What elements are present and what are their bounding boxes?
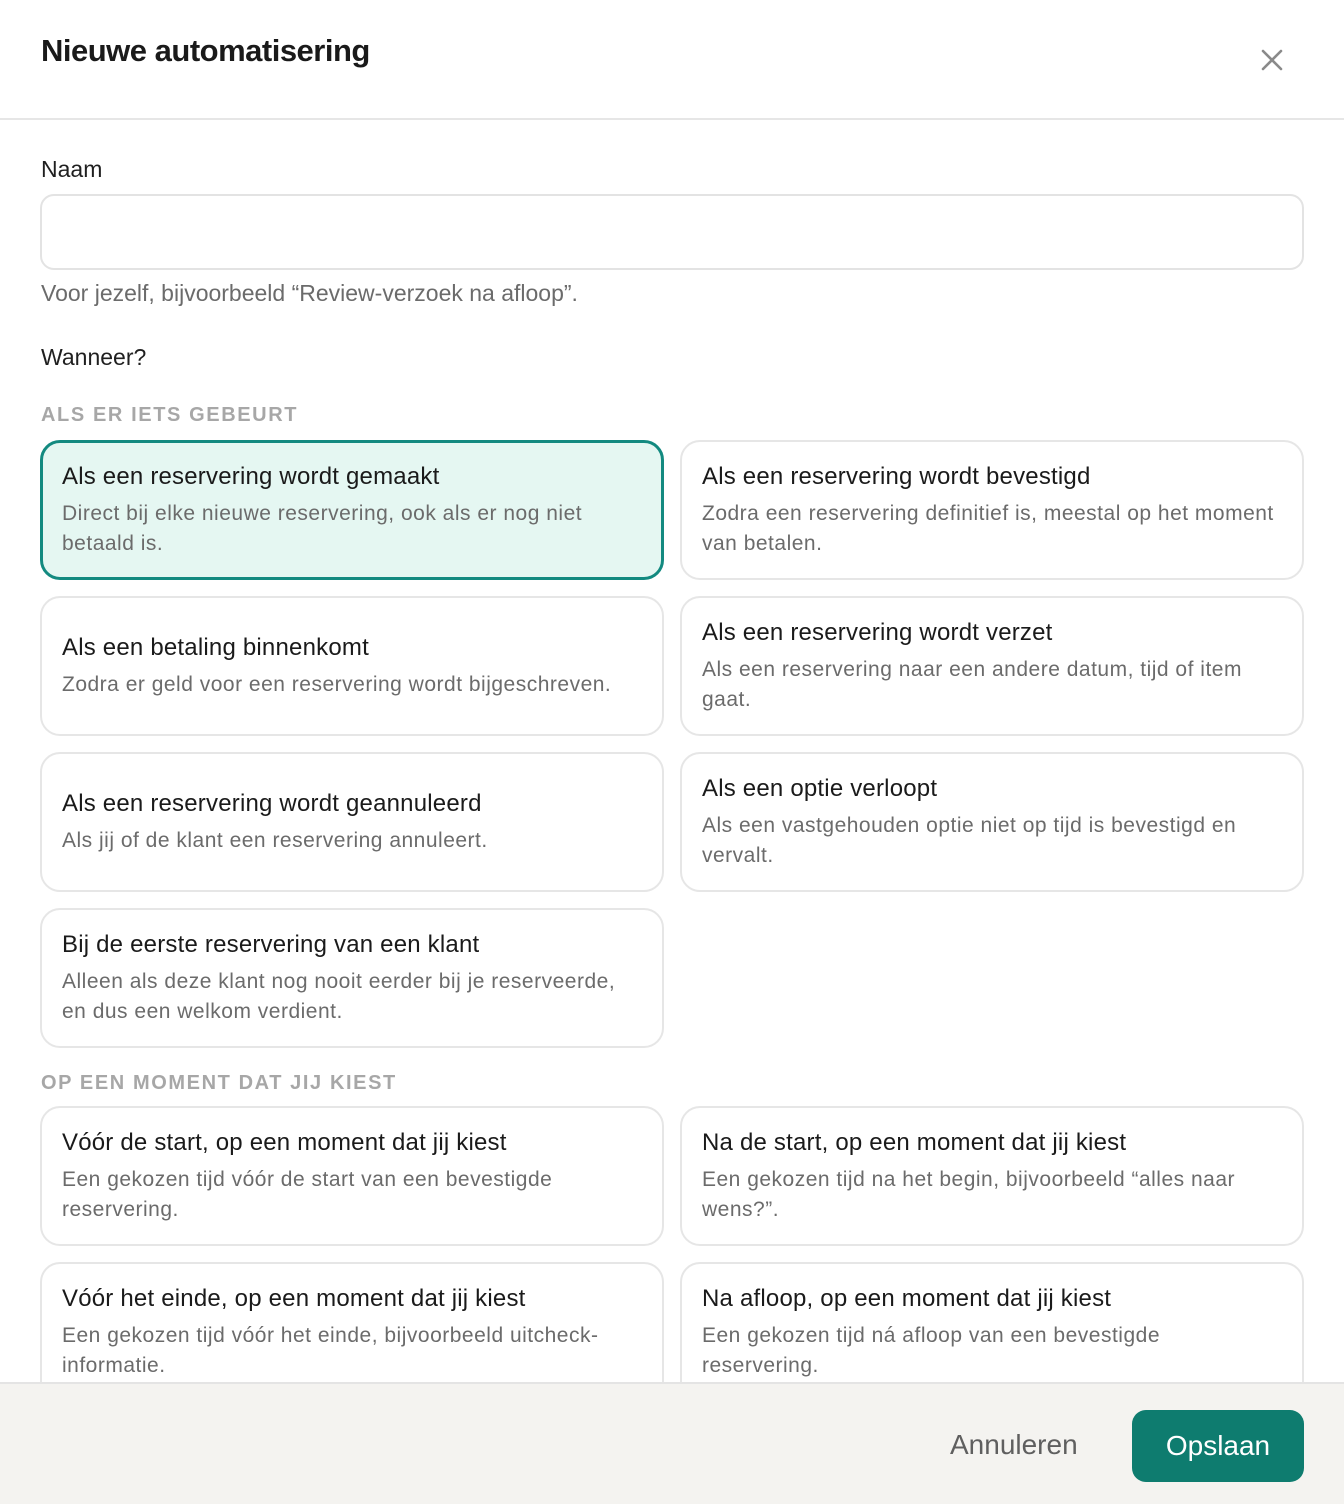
save-button[interactable]: Opslaan bbox=[1132, 1410, 1304, 1482]
option-title: Bij de eerste reservering van een klant bbox=[62, 930, 480, 958]
trigger-option-payment-received[interactable] bbox=[40, 596, 664, 736]
section-label-event: ALS ER IETS GEBEURT bbox=[41, 404, 299, 426]
trigger-option-before-start[interactable] bbox=[40, 1106, 664, 1246]
dialog-body bbox=[0, 120, 1344, 1382]
option-description: Zodra er geld voor een reservering wordt bijgeschreven. bbox=[62, 672, 612, 696]
option-title: Als een reservering wordt verzet bbox=[702, 618, 1053, 646]
trigger-option-reservation-cancelled[interactable] bbox=[40, 752, 664, 892]
option-description: Alleen als deze klant nog nooit eerder bij je reserveerde, en dus een welkom verdient. bbox=[62, 969, 616, 1023]
option-description: Een gekozen tijd vóór het einde, bijvoorbeeld uitcheck-informatie. bbox=[62, 1323, 599, 1377]
option-title: Als een reservering wordt gemaakt bbox=[62, 462, 440, 490]
trigger-option-reservation-moved[interactable] bbox=[680, 596, 1304, 736]
option-title: Als een reservering wordt geannuleerd bbox=[62, 789, 482, 817]
option-title: Als een reservering wordt bevestigd bbox=[702, 462, 1091, 490]
option-title: Vóór de start, op een moment dat jij kiest bbox=[62, 1128, 507, 1156]
close-icon bbox=[1261, 49, 1283, 71]
trigger-option-option-expires[interactable] bbox=[680, 752, 1304, 892]
trigger-option-after-end[interactable] bbox=[680, 1262, 1304, 1382]
trigger-option-first-reservation[interactable] bbox=[40, 908, 664, 1048]
option-description: Als jij of de klant een reservering annuleert. bbox=[62, 828, 488, 852]
dialog-header bbox=[0, 0, 1344, 120]
option-title: Als een betaling binnenkomt bbox=[62, 633, 369, 661]
name-hint: Voor jezelf, bijvoorbeeld “Review-verzoek na afloop”. bbox=[41, 280, 578, 306]
option-description: Direct bij elke nieuwe reservering, ook als er nog niet betaald is. bbox=[62, 501, 583, 555]
cancel-button[interactable]: Annuleren bbox=[930, 1410, 1098, 1480]
trigger-option-reservation-created[interactable] bbox=[40, 440, 664, 580]
close-button[interactable] bbox=[1250, 38, 1294, 82]
trigger-option-before-end[interactable] bbox=[40, 1262, 664, 1382]
section-label-moment: OP EEN MOMENT DAT JIJ KIEST bbox=[41, 1072, 397, 1094]
option-description: Een gekozen tijd ná afloop van een bevestigde reservering. bbox=[702, 1323, 1160, 1377]
option-description: Als een vastgehouden optie niet op tijd is bevestigd en vervalt. bbox=[702, 813, 1237, 867]
trigger-option-after-start[interactable] bbox=[680, 1106, 1304, 1246]
option-title: Vóór het einde, op een moment dat jij kiest bbox=[62, 1284, 526, 1312]
when-label: Wanneer? bbox=[41, 344, 147, 370]
dialog-footer bbox=[0, 1382, 1344, 1504]
name-label: Naam bbox=[41, 156, 103, 182]
option-description: Een gekozen tijd vóór de start van een bevestigde reservering. bbox=[62, 1167, 553, 1221]
option-description: Als een reservering naar een andere datum, tijd of item gaat. bbox=[702, 657, 1242, 711]
dialog-title: Nieuwe automatisering bbox=[41, 33, 370, 68]
trigger-option-reservation-confirmed[interactable] bbox=[680, 440, 1304, 580]
option-title: Na afloop, op een moment dat jij kiest bbox=[702, 1284, 1112, 1312]
option-title: Na de start, op een moment dat jij kiest bbox=[702, 1128, 1127, 1156]
option-description: Een gekozen tijd na het begin, bijvoorbeeld “alles naar wens?”. bbox=[702, 1167, 1236, 1221]
name-input[interactable] bbox=[40, 194, 1304, 270]
option-description: Zodra een reservering definitief is, meestal op het moment van betalen. bbox=[702, 501, 1274, 555]
option-title: Als een optie verloopt bbox=[702, 774, 938, 802]
